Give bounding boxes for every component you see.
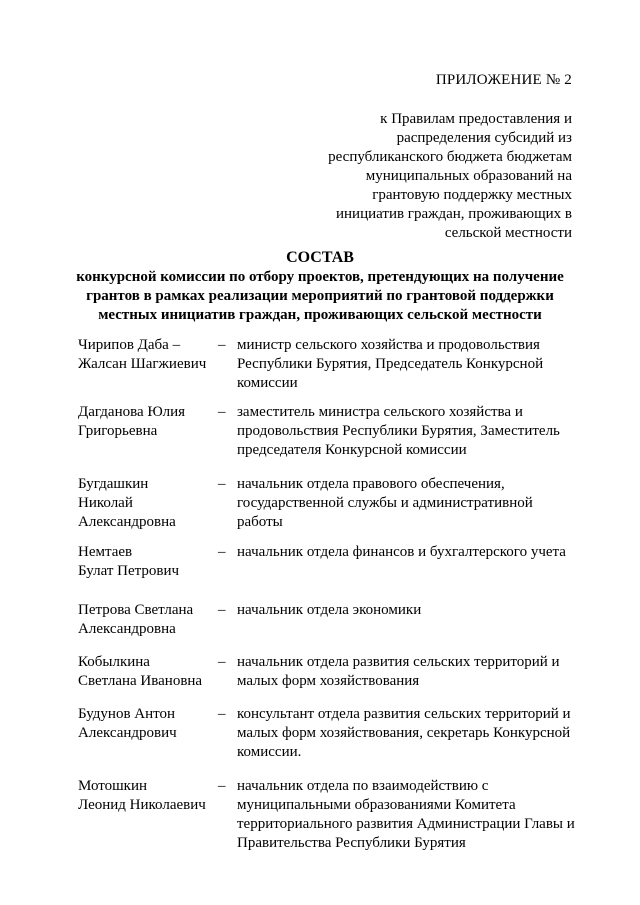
commission-member xyxy=(78,777,583,857)
commission-member xyxy=(78,543,583,601)
member-role xyxy=(237,777,582,853)
member-role-line: комиссии xyxy=(237,375,298,391)
commission-member xyxy=(78,336,583,403)
member-name xyxy=(78,403,218,441)
document-subtitle-line: местных инициатив граждан, проживающих сельской местности xyxy=(98,307,542,323)
member-role-line: работы xyxy=(237,514,283,530)
member-role-line: начальник отдела развития сельских территорий и xyxy=(237,654,560,670)
member-dash: – xyxy=(218,602,226,618)
member-name-line: Леонид Николаевич xyxy=(78,797,206,813)
member-name xyxy=(78,336,218,374)
member-dash: – xyxy=(218,544,226,560)
appendix-note-line: к Правилам предоставления и xyxy=(380,111,572,127)
member-dash: – xyxy=(218,654,226,670)
document-title: СОСТАВ xyxy=(286,249,354,266)
member-role xyxy=(237,475,582,532)
member-dash: – xyxy=(218,476,226,492)
commission-member xyxy=(78,601,583,653)
member-role-line: консультант отдела развития сельских территорий и xyxy=(237,706,571,722)
member-role-line: территориального развития Администрации Главы и xyxy=(237,816,575,832)
commission-member xyxy=(78,705,583,777)
member-role-line: заместитель министра сельского хозяйства и xyxy=(237,404,523,420)
member-role-line: продовольствия Республики Бурятия, Заместитель xyxy=(237,423,560,439)
member-name-line: Светлана Ивановна xyxy=(78,673,203,689)
commission-member xyxy=(78,653,583,705)
member-role-line: государственной службы и административной xyxy=(237,495,533,511)
member-role-line: начальник отдела по взаимодействию с xyxy=(237,778,489,794)
member-name-line: Будунов Антон xyxy=(78,706,176,722)
member-name-line: Мотошкин xyxy=(78,778,148,794)
appendix-note-line: распределения субсидий из xyxy=(396,130,572,146)
member-name-line: Александрович xyxy=(78,725,177,741)
member-role xyxy=(237,601,582,620)
appendix-note-line: сельской местности xyxy=(444,225,572,241)
member-role xyxy=(237,705,582,762)
member-role-line: начальник отдела правового обеспечения, xyxy=(237,476,505,492)
member-role xyxy=(237,336,582,393)
member-name-line: Григорьевна xyxy=(78,423,158,439)
member-name-line: Петрова Светлана xyxy=(78,602,194,618)
commission-member xyxy=(78,403,583,475)
member-name-line: Дагданова Юлия xyxy=(78,404,186,420)
member-name-line: Александровна xyxy=(78,621,176,637)
member-name xyxy=(78,601,218,639)
member-role-line: комиссии. xyxy=(237,744,302,760)
appendix-note-line: инициатив граждан, проживающих в xyxy=(335,206,572,222)
member-role-line: Правительства Республики Бурятия xyxy=(237,835,466,851)
member-name-line: Чирипов Даба – xyxy=(78,337,181,353)
member-name-line: Немтаев xyxy=(78,544,133,560)
member-role-line: начальник отдела финансов и бухгалтерского учета xyxy=(237,544,566,560)
member-name-line: Александровна xyxy=(78,514,176,530)
member-name xyxy=(78,475,218,532)
commission-member-list xyxy=(78,336,583,857)
member-name-line: Бугдашкин xyxy=(78,476,149,492)
appendix-note-line: муниципальных образований на xyxy=(365,168,572,184)
member-role-line: министр сельского хозяйства и продовольствия xyxy=(237,337,540,353)
member-dash: – xyxy=(218,404,226,420)
document-heading xyxy=(60,248,580,325)
member-dash: – xyxy=(218,337,226,353)
member-name xyxy=(78,705,218,743)
member-role xyxy=(237,653,582,691)
appendix-note xyxy=(302,110,572,243)
member-role-line: малых форм хозяйствования xyxy=(237,673,420,689)
member-name-line: Кобылкина xyxy=(78,654,150,670)
member-dash: – xyxy=(218,778,226,794)
appendix-note-line: республиканского бюджета бюджетам xyxy=(328,149,572,165)
appendix-title: ПРИЛОЖЕНИЕ № 2 xyxy=(435,72,572,88)
member-role xyxy=(237,403,582,460)
member-role-line: начальник отдела экономики xyxy=(237,602,422,618)
commission-member xyxy=(78,475,583,543)
member-name xyxy=(78,543,218,581)
member-name-line: Николай xyxy=(78,495,133,511)
member-name xyxy=(78,653,218,691)
member-role-line: Республики Бурятия, Председатель Конкурсной xyxy=(237,356,544,372)
document-subtitle-line: конкурсной комиссии по отбору проектов, претендующих на получение xyxy=(76,269,564,285)
member-name-line: Жалсан Шагжиевич xyxy=(78,356,207,372)
document-subtitle-line: грантов в рамках реализации мероприятий по грантовой поддержки xyxy=(86,288,554,304)
member-role-line: муниципальными образованиями Комитета xyxy=(237,797,516,813)
appendix-note-line: грантовую поддержку местных xyxy=(372,187,572,203)
member-role-line: малых форм хозяйствования, секретарь Конкурсной xyxy=(237,725,571,741)
member-name-line: Булат Петрович xyxy=(78,563,180,579)
member-dash: – xyxy=(218,706,226,722)
member-role-line: председателя Конкурсной комиссии xyxy=(237,442,467,458)
member-name xyxy=(78,777,218,815)
member-role xyxy=(237,543,582,562)
